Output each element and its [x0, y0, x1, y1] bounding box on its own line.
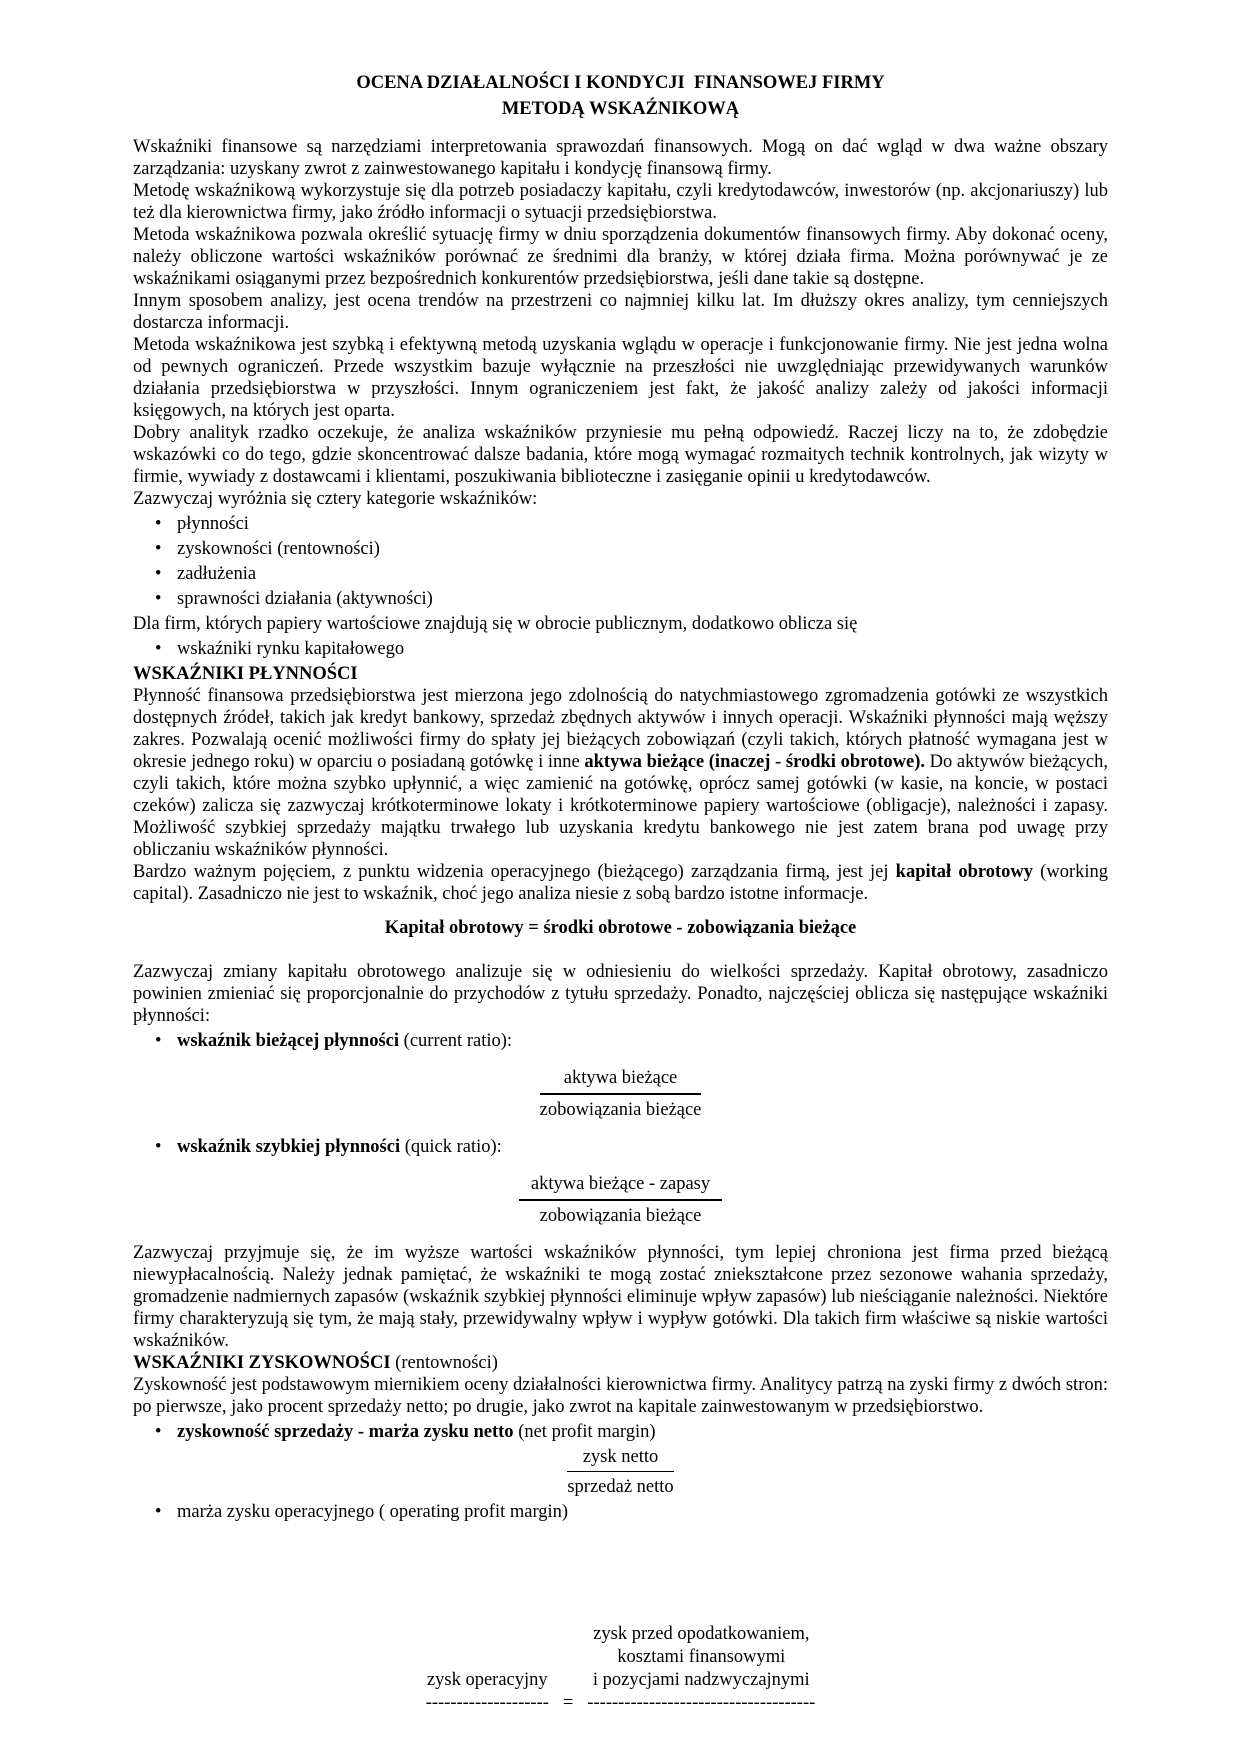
- bullet-item: [133, 1421, 1108, 1443]
- operating-profit-formula: [133, 1623, 1108, 1715]
- paragraph: [133, 290, 1108, 334]
- formula-left-numerator: zysk operacyjny: [426, 1670, 548, 1690]
- bullet-item: [133, 1030, 1108, 1052]
- bullet-item: [133, 1501, 1108, 1523]
- text-segment: Płynność finansowa przedsiębiorstwa jest mierzona jego zdolnością do natychmiastowego zgromadzenia gotówki ze wszystkich dostępnych źródeł, takich jak kredyt bankowy, sprzedaż zbędnych aktywów i innych operacji. Wskaźniki płynności mają węższy zakres. Pozwalają ocenić możliwości firmy do spłaty jej bieżących zobowiązań (czyli takich, których płatność wymagana jest w okresie jednego roku) w oparciu o posiadaną gotówkę i inne: [133, 686, 1108, 772]
- fraction: [567, 1446, 673, 1498]
- document-title-line-1: OCENA DZIAŁALNOŚCI I KONDYCJI FINANSOWEJ FIRMY: [356, 73, 885, 93]
- paragraph: [133, 224, 1108, 290]
- text-segment: (quick ratio):: [400, 1137, 502, 1157]
- fraction-numerator: zysk netto: [567, 1446, 673, 1472]
- paragraph: [133, 334, 1108, 422]
- working-capital-formula: [133, 917, 1108, 939]
- bullet-text: [177, 588, 1108, 610]
- text-segment: zadłużenia: [177, 564, 257, 584]
- bullet-text: [177, 563, 1108, 585]
- text-segment: Zazwyczaj zmiany kapitału obrotowego analizuje się w odniesieniu do wielkości sprzedaży. Kapitał obrotowy, zasadniczo powinien zmieniać się proporcjonalnie do przychodów z tytułu sprzedaży. Ponadto, najczęściej oblicza się następujące wskaźniki płynności:: [133, 962, 1108, 1026]
- document-title: [133, 70, 1108, 122]
- text-segment: marża zysku operacyjnego ( operating profit margin): [177, 1502, 569, 1522]
- text-segment: Dla firm, których papiery wartościowe znajdują się w obrocie publicznym, dodatkowo oblicza się: [133, 614, 858, 634]
- paragraph: [133, 1242, 1108, 1352]
- document-content: [133, 136, 1108, 1715]
- bullet-text: [177, 638, 1108, 660]
- bullet-marker: •: [155, 539, 162, 559]
- bullet-item: [133, 538, 1108, 560]
- formula-left-rule: --------------------: [425, 1693, 549, 1713]
- bullet-text: [177, 538, 1108, 560]
- paragraph: [133, 136, 1108, 180]
- text-segment: Kapitał obrotowy = środki obrotowe - zobowiązania bieżące: [384, 918, 857, 938]
- paragraph: [133, 488, 1108, 510]
- text-segment: Zazwyczaj przyjmuje się, że im wyższe wartości wskaźników płynności, tym lepiej chroniona jest firma przed bieżącą niewypłacalnością. Należy jednak pamiętać, że wskaźniki te mogą zostać zniekształcone przez sezonowe wahania sprzedaży, gromadzenie nadmiernych zapasów (wskaźnik szybkiej płynności eliminuje wpływ zapasów) lub nieściąganie należności. Niektóre firmy charakteryzują się tym, że mają stały, przewidywalny wpływ i wypływ gotówki. Dla takich firm właściwe są niskie wartości wskaźników.: [133, 1243, 1108, 1351]
- bullet-item: [133, 563, 1108, 585]
- text-segment: Do aktywów bieżących, czyli takich, które można szybko upłynnić, a więc zamienić na gotówkę, oprócz samej gotówki (w kasie, na koncie, w postaci czeków) zalicza się zazwyczaj krótkoterminowe lokaty i krótkoterminowe papiery wartościowe (obligacje), należności i zapasy. Możliwość szybkiej sprzedaży majątku trwałego lub uzyskania kredytu bankowego nie jest zatem brana pod uwagę przy obliczaniu wskaźników płynności.: [133, 752, 1108, 860]
- text-segment: WSKAŹNIKI PŁYNNOŚCI: [133, 664, 358, 684]
- formula-right-numerator-line: zysk przed opodatkowaniem,: [593, 1624, 810, 1644]
- paragraph: [133, 961, 1108, 1027]
- fraction: [519, 1173, 722, 1227]
- text-segment: Metoda wskaźnikowa jest szybką i efektywną metodą uzyskania wglądu w operacje i funkcjonowanie firmy. Nie jest jedna wolna od pewnych ograniczeń. Przede wszystkim bazuje wyłącznie na przeszłości nie uwzględniając przewidywanych warunków działania przedsiębiorstwa w przyszłości. Innym ograniczeniem jest fakt, że jakość analizy zależy od jakości informacji księgowych, na których jest oparta.: [133, 335, 1108, 421]
- bullet-marker: •: [155, 639, 162, 659]
- fraction-numerator: aktywa bieżące - zapasy: [519, 1173, 722, 1201]
- bullet-item: [133, 513, 1108, 535]
- bullet-marker: •: [155, 589, 162, 609]
- bullet-marker: •: [155, 564, 162, 584]
- text-segment: Metodę wskaźnikową wykorzystuje się dla potrzeb posiadaczy kapitału, czyli kredytodawców, inwestorów (np. akcjonariuszy) lub też dla kierownictwa firmy, jako źródło informacji o sytuacji przedsiębiorstwa.: [133, 181, 1108, 223]
- text-segment: sprawności działania (aktywności): [177, 589, 433, 609]
- fraction-numerator: aktywa bieżące: [540, 1067, 702, 1095]
- text-segment: (rentowności): [390, 1353, 498, 1373]
- fraction-formula: [133, 1067, 1108, 1121]
- formula-right-numerator-line: kosztami finansowymi: [617, 1647, 786, 1667]
- paragraph: [133, 180, 1108, 224]
- fraction-formula: [133, 1173, 1108, 1227]
- text-segment: zyskowność sprzedaży - marża zysku netto: [177, 1422, 514, 1442]
- bullet-marker: •: [155, 1137, 162, 1157]
- bullet-marker: •: [155, 1502, 162, 1522]
- text-segment: Zazwyczaj wyróżnia się cztery kategorie wskaźników:: [133, 489, 538, 509]
- text-segment: Wskaźniki finansowe są narzędziami interpretowania sprawozdań finansowych. Mogą on dać wgląd w dwa ważne obszary zarządzania: uzyskany zwrot z zainwestowanego kapitału i kondycję finansową firmy.: [133, 137, 1108, 179]
- bullet-marker: •: [155, 1031, 162, 1051]
- text-segment: płynności: [177, 514, 249, 534]
- section-heading: [133, 663, 1108, 685]
- formula-left-side: [426, 1669, 549, 1715]
- fraction-formula: [133, 1446, 1108, 1498]
- text-segment: (working capital). Zasadniczo nie jest to wskaźnik, choć jego analiza niesie z sobą bardzo istotne informacje.: [133, 862, 1108, 904]
- bullet-text: [177, 1421, 1108, 1443]
- paragraph: [133, 685, 1108, 861]
- bullet-marker: •: [155, 514, 162, 534]
- fraction-denominator: sprzedaż netto: [567, 1477, 674, 1497]
- formula-right-numerator-line: i pozycjami nadzwyczajnymi: [592, 1670, 810, 1690]
- text-segment: kapitał obrotowy: [895, 862, 1034, 882]
- bullet-text: [177, 1136, 1108, 1158]
- bullet-text: [177, 513, 1108, 535]
- formula-right-side: [587, 1623, 815, 1715]
- fraction-denominator: zobowiązania bieżące: [539, 1100, 702, 1120]
- text-segment: wskaźnik bieżącej płynności: [177, 1031, 400, 1051]
- formula-equals-sign: =: [562, 1693, 574, 1713]
- text-segment: Dobry analityk rzadko oczekuje, że analiza wskaźników przyniesie mu pełną odpowiedź. Raczej liczy na to, że zdobędzie wskazówki co do tego, gdzie skoncentrować dalsze badania, które mogą wymagać rozmaitych technik kontrolnych, jak wizyty w firmie, wywiady z dostawcami i klientami, poszukiwania biblioteczne i zasięganie opinii u kredytodawców.: [133, 423, 1108, 487]
- bullet-text: [177, 1501, 1108, 1523]
- text-segment: WSKAŹNIKI ZYSKOWNOŚCI: [133, 1353, 391, 1373]
- text-segment: zyskowności (rentowności): [177, 539, 380, 559]
- paragraph: [133, 422, 1108, 488]
- bullet-text: [177, 1030, 1108, 1052]
- text-segment: Zyskowność jest podstawowym miernikiem oceny działalności kierownictwa firmy. Analitycy patrzą na zyski firmy z dwóch stron: po pierwsze, jako procent sprzedaży netto; po drugie, jako zwrot na kapitale zainwestowanym w przedsiębiorstwo.: [133, 1375, 1108, 1417]
- text-segment: (net profit margin): [513, 1422, 656, 1442]
- text-segment: (current ratio):: [399, 1031, 513, 1051]
- text-segment: aktywa bieżące (inaczej - środki obrotowe).: [584, 752, 926, 772]
- paragraph: [133, 861, 1108, 905]
- bullet-item: [133, 638, 1108, 660]
- text-segment: wskaźniki rynku kapitałowego: [177, 639, 405, 659]
- bullet-marker: •: [155, 1422, 162, 1442]
- paragraph: [133, 1374, 1108, 1418]
- bullet-item: [133, 1136, 1108, 1158]
- fraction-denominator: zobowiązania bieżące: [539, 1206, 702, 1226]
- document-title-line-2: METODĄ WSKAŹNIKOWĄ: [501, 99, 740, 119]
- fraction: [540, 1067, 702, 1121]
- paragraph: [133, 613, 1108, 635]
- text-segment: wskaźnik szybkiej płynności: [177, 1137, 401, 1157]
- formula-right-rule: -------------------------------------: [587, 1693, 816, 1713]
- text-segment: Innym sposobem analizy, jest ocena trendów na przestrzeni co najmniej kilku lat. Im dłuższy okres analizy, tym cenniejszych dostarcza informacji.: [133, 291, 1108, 333]
- text-segment: Bardzo ważnym pojęciem, z punktu widzenia operacyjnego (bieżącego) zarządzania firmą, jest jej: [133, 862, 896, 882]
- section-heading: [133, 1352, 1108, 1374]
- text-segment: Metoda wskaźnikowa pozwala określić sytuację firmy w dniu sporządzenia dokumentów finansowych firmy. Aby dokonać oceny, należy obliczone wartości wskaźników porównać ze średnimi dla branży, w której działa firma. Można porównywać je ze wskaźnikami osiąganymi przez bezpośrednich konkurentów przedsiębiorstwa, jeśli dane takie są dostępne.: [133, 225, 1108, 289]
- bullet-item: [133, 588, 1108, 610]
